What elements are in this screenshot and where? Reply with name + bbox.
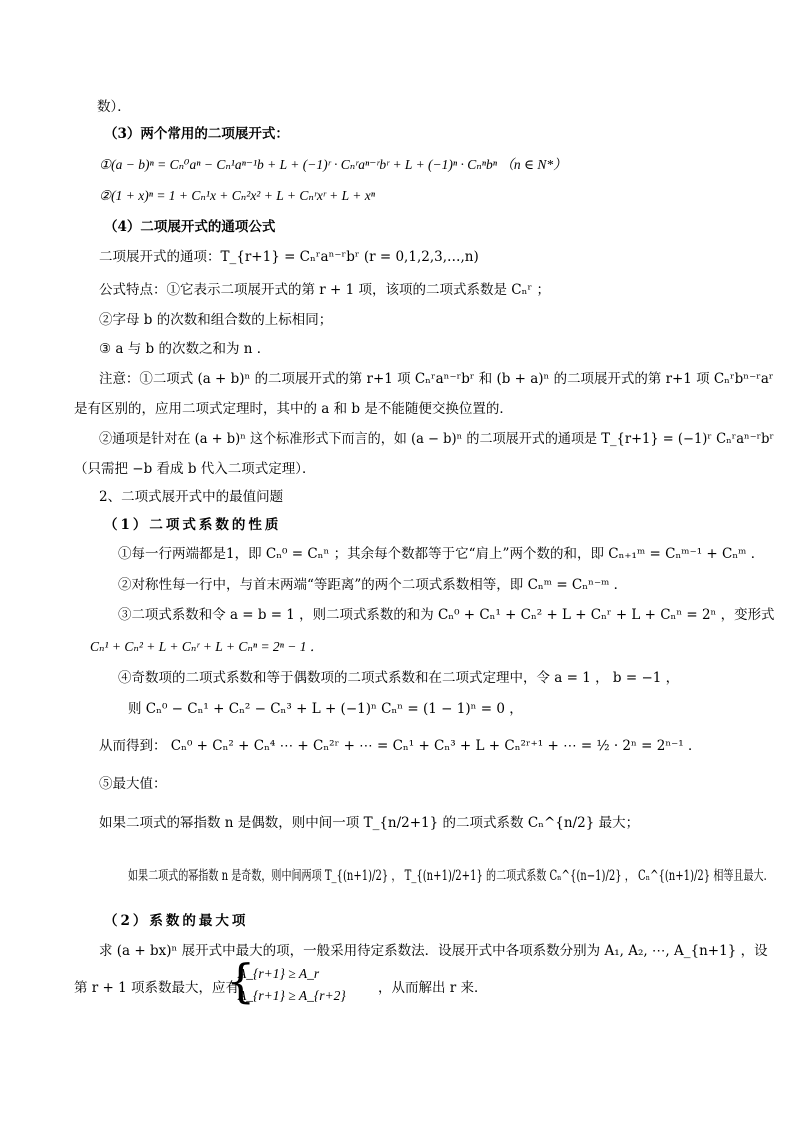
text-line: （只需把 −b 看成 b 代入二项式定理）． xyxy=(74,461,316,477)
text-line: ⑤最大值： xyxy=(99,776,167,792)
text-line: 二项展开式的通项：T_{r+1} = Cₙʳaⁿ⁻ʳbʳ (r = 0,1,2,3,…,n) xyxy=(99,249,479,265)
text-line: 是有区别的，应用二项式定理时，其中的 a 和 b 是不能随便交换位置的． xyxy=(74,401,513,417)
text-line: ②对称性每一行中，与首末两端“等距离”的两个二项式系数相等，即 Cₙᵐ = Cₙⁿ⁻ᵐ ． xyxy=(118,577,628,593)
text-line: ②字母 b 的次数和组合数的上标相同； xyxy=(99,312,333,328)
system-row: A_{r+1} ≥ A_{r+2} xyxy=(238,988,346,1003)
inequality-system xyxy=(226,954,376,1012)
text-line: 数）． xyxy=(97,99,131,115)
text-line: 注意：①二项式 (a + b)ⁿ 的二项展开式的第 r+1 项 Cₙʳaⁿ⁻ʳbʳ 和 (b + a)ⁿ 的二项展开式的第 r+1 项 Cₙʳbⁿ⁻ʳaʳ xyxy=(99,371,774,387)
text-line: 则 Cₙ⁰ − Cₙ¹ + Cₙ² − Cₙ³ + L + (−1)ⁿ Cₙⁿ = (1 − 1)ⁿ = 0 ， xyxy=(128,701,523,717)
section-heading: （1）二项式系数的性质 xyxy=(104,517,282,533)
text-line: 如果二项式的幂指数 n 是偶数，则中间一项 T_{n/2+1} 的二项式系数 Cₙ^{n/2} 最大； xyxy=(99,815,640,831)
brace-symbol: { xyxy=(226,954,256,1008)
text-line: 第 r + 1 项系数最大，应有 xyxy=(74,980,240,996)
text-line: ②通项是针对在 (a + b)ⁿ 这个标准形式下而言的，如 (a − b)ⁿ 的二项展开式的通项是 T_{r+1} = (−1)ʳ Cₙʳaⁿ⁻ʳbʳ xyxy=(99,431,775,447)
text-line: ③ a 与 b 的次数之和为 n ． xyxy=(99,341,271,357)
formula-line: ①(a − b)ⁿ = Cₙ⁰aⁿ − Cₙ¹aⁿ⁻¹b + L + (−1)ʳ · Cₙʳaⁿ⁻ʳbʳ + L + (−1)ⁿ · Cₙⁿbⁿ （n ∈ N*） xyxy=(99,157,567,172)
formula-line: ②(1 + x)ⁿ = 1 + Cₙ¹x + Cₙ²x² + L + Cₙʳxʳ + L + xⁿ xyxy=(99,188,376,203)
text-line: ①每一行两端都是1，即 Cₙ⁰ = Cₙⁿ ；其余每个数都等于它“肩上”两个数的和，即 Cₙ₊₁ᵐ = Cₙᵐ⁻¹ + Cₙᵐ ． xyxy=(118,546,765,562)
text-line: 从而得到： Cₙ⁰ + Cₙ² + Cₙ⁴ ⋯ + Cₙ²ʳ + ⋯ = Cₙ¹ + Cₙ³ + L + Cₙ²ʳ⁺¹ + ⋯ = ½ · 2ⁿ = 2ⁿ⁻¹ ． xyxy=(99,738,702,754)
section-heading: 2、二项式展开式中的最值问题 xyxy=(99,489,284,505)
section-heading: （2）系数的最大项 xyxy=(104,913,249,929)
formula-line: Cₙ¹ + Cₙ² + L + Cₙʳ + L + Cₙⁿ = 2ⁿ − 1 ． xyxy=(90,639,324,654)
text-line: ，从而解出 r 来． xyxy=(378,980,488,996)
section-heading: （4）二项展开式的通项公式 xyxy=(104,219,276,235)
text-line: ④奇数项的二项式系数和等于偶数项的二项式系数和在二项式定理中，令 a = 1 ， b = −1 ， xyxy=(118,670,680,686)
section-heading: （3）两个常用的二项展开式： xyxy=(104,126,289,142)
system-row: A_{r+1} ≥ A_r xyxy=(238,966,320,981)
text-line: 如果二项式的幂指数 n 是奇数，则中间两项 T_{(n+1)/2} ， T_{(n+1)/2+1} 的二项式系数 Cₙ^{(n−1)/2} ， Cₙ^{(n+1)/2} 相等且最大． xyxy=(128,868,774,884)
text-line: 公式特点：①它表示二项展开式的第 r + 1 项，该项的二项式系数是 Cₙʳ ； xyxy=(99,282,550,298)
text-line: 求 (a + bx)ⁿ 展开式中最大的项，一般采用待定系数法．设展开式中各项系数分别为 A₁, A₂, ⋯, A_{n+1} ，设 xyxy=(99,943,768,959)
text-line: ③二项式系数和令 a = b = 1 ，则二项式系数的和为 Cₙ⁰ + Cₙ¹ + Cₙ² + L + Cₙʳ + L + Cₙⁿ = 2ⁿ ，变形式 xyxy=(118,607,775,623)
